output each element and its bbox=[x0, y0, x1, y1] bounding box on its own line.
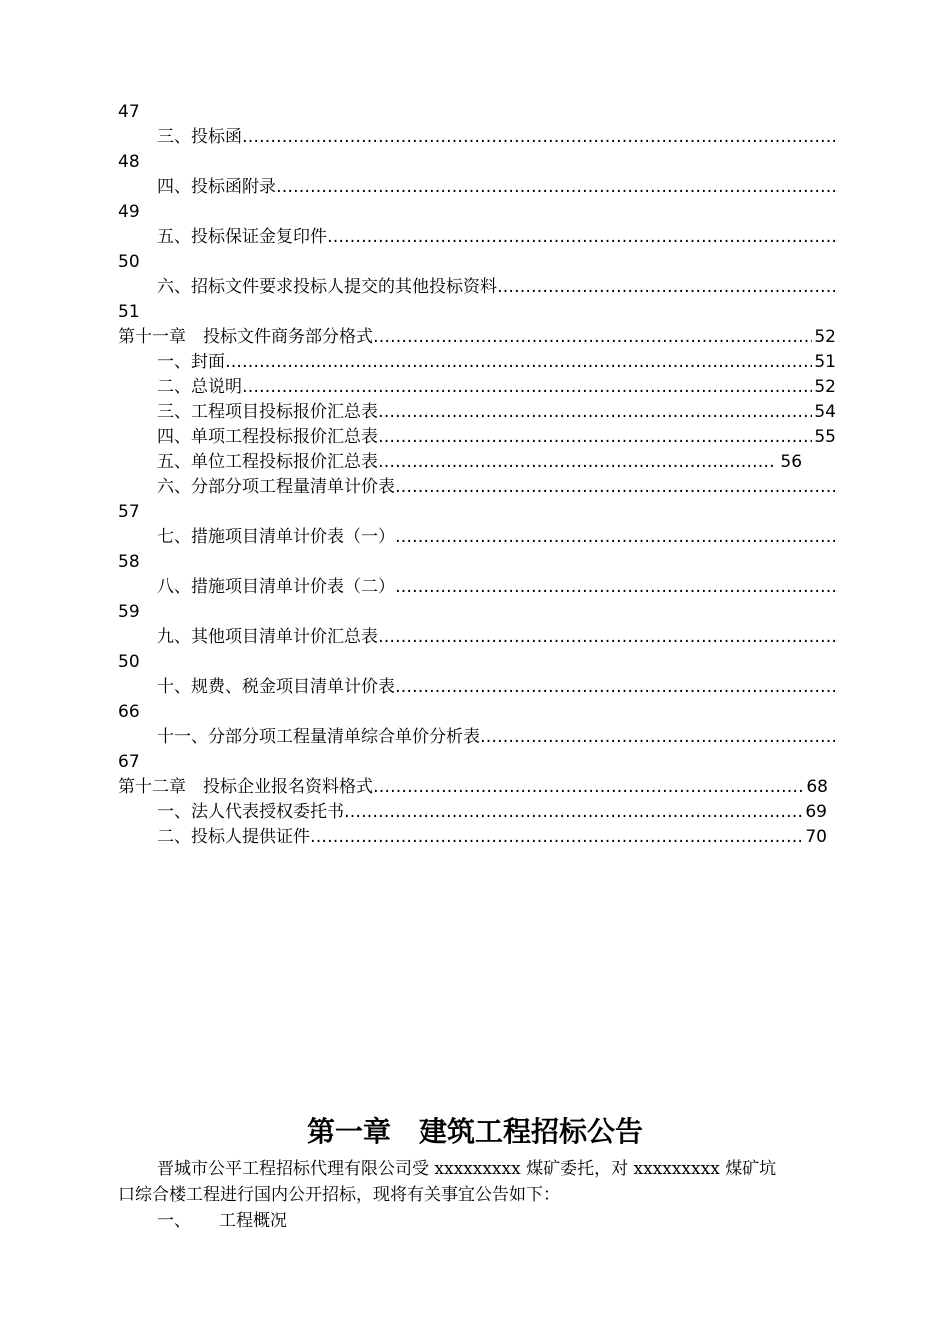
toc-page-number: 51 bbox=[118, 302, 140, 322]
toc-leader bbox=[395, 525, 839, 549]
toc-page-number: 59 bbox=[118, 602, 140, 622]
toc-entry-title: 三、投标函 bbox=[157, 127, 242, 147]
toc-page-number: 55 bbox=[814, 427, 836, 447]
toc-leader bbox=[378, 400, 812, 424]
toc-leader bbox=[310, 825, 803, 849]
toc-page-number: 54 bbox=[814, 402, 836, 422]
toc-entry[interactable] bbox=[157, 800, 827, 824]
toc-entry[interactable] bbox=[157, 525, 839, 549]
toc-leader bbox=[378, 625, 839, 649]
toc-entry-title: 二、投标人提供证件 bbox=[157, 827, 310, 847]
toc-page-number: 69 bbox=[805, 802, 827, 822]
toc-leader bbox=[373, 775, 804, 799]
toc-page-number: 51 bbox=[814, 352, 836, 372]
toc-chapter-title: 第十一章 投标文件商务部分格式 bbox=[118, 327, 373, 347]
toc-entry[interactable] bbox=[157, 275, 839, 299]
toc-entry[interactable] bbox=[157, 425, 836, 449]
toc-entry[interactable] bbox=[157, 175, 839, 199]
toc-entry-title: 二、总说明 bbox=[157, 377, 242, 397]
toc-leader bbox=[242, 375, 812, 399]
toc-leader bbox=[373, 325, 812, 349]
toc-entry-title: 十一、分部分项工程量清单综合单价分析表 bbox=[157, 727, 480, 747]
toc-entry-title: 三、工程项目投标报价汇总表 bbox=[157, 402, 378, 422]
toc-entry-title: 十、规费、税金项目清单计价表 bbox=[157, 677, 395, 697]
section-number: 一、 bbox=[157, 1211, 191, 1231]
toc-page-number: 67 bbox=[118, 752, 140, 772]
toc-page-number: 70 bbox=[805, 827, 827, 847]
toc-entry-title: 一、法人代表授权委托书 bbox=[157, 802, 344, 822]
toc-leader bbox=[395, 675, 839, 699]
toc-leader bbox=[395, 475, 839, 499]
toc-leader bbox=[480, 725, 839, 749]
chapter-heading: 第一章 建筑工程招标公告 bbox=[306, 1115, 643, 1148]
toc-entry-title: 七、措施项目清单计价表（一） bbox=[157, 527, 395, 547]
toc-page-number: 50 bbox=[118, 652, 140, 672]
toc-entry-title: 九、其他项目清单计价汇总表 bbox=[157, 627, 378, 647]
toc-entry[interactable] bbox=[157, 350, 836, 374]
toc-page-number: 66 bbox=[118, 702, 140, 722]
paragraph-line: 晋城市公平工程招标代理有限公司受 xxxxxxxxx 煤矿委托，对 xxxxxxxxx 煤矿坑 bbox=[157, 1159, 777, 1179]
toc-page-number: 48 bbox=[118, 152, 140, 172]
toc-page-number: 58 bbox=[118, 552, 140, 572]
toc-chapter-entry[interactable] bbox=[118, 775, 828, 799]
toc-page-number: 52 bbox=[814, 327, 836, 347]
toc-entry[interactable] bbox=[157, 375, 836, 399]
toc-page-number: 50 bbox=[118, 252, 140, 272]
toc-entry-title: 四、投标函附录 bbox=[157, 177, 276, 197]
toc-leader bbox=[378, 425, 812, 449]
toc-leader bbox=[276, 175, 839, 199]
toc-page-number: 52 bbox=[814, 377, 836, 397]
toc-entry-title: 一、封面 bbox=[157, 352, 225, 372]
toc-entry-title: 五、投标保证金复印件 bbox=[157, 227, 327, 247]
toc-page-number: 49 bbox=[118, 202, 140, 222]
toc-leader bbox=[395, 575, 839, 599]
toc-entry[interactable] bbox=[157, 125, 839, 149]
toc-leader bbox=[225, 350, 812, 374]
toc-leader bbox=[327, 225, 839, 249]
toc-entry[interactable] bbox=[157, 475, 839, 499]
toc-entry[interactable] bbox=[157, 225, 839, 249]
toc-entry-title: 八、措施项目清单计价表（二） bbox=[157, 577, 395, 597]
toc-entry[interactable] bbox=[157, 450, 836, 474]
toc-entry[interactable] bbox=[157, 400, 836, 424]
toc-chapter-title: 第十二章 投标企业报名资料格式 bbox=[118, 777, 373, 797]
toc-page-number: 56 bbox=[775, 452, 803, 472]
toc-leader bbox=[378, 450, 773, 474]
toc-entry-title: 六、招标文件要求投标人提交的其他投标资料 bbox=[157, 277, 497, 297]
toc-page-number: 47 bbox=[118, 102, 140, 122]
toc-page-number: 57 bbox=[118, 502, 140, 522]
toc-chapter-entry[interactable] bbox=[118, 325, 836, 349]
toc-entry-title: 五、单位工程投标报价汇总表 bbox=[157, 452, 378, 472]
toc-leader bbox=[242, 125, 839, 149]
toc-entry[interactable] bbox=[157, 825, 827, 849]
toc-entry[interactable] bbox=[157, 725, 839, 749]
toc-entry[interactable] bbox=[157, 575, 839, 599]
toc-entry-title: 四、单项工程投标报价汇总表 bbox=[157, 427, 378, 447]
toc-entry[interactable] bbox=[157, 675, 839, 699]
toc-entry[interactable] bbox=[157, 625, 839, 649]
section-title: 工程概况 bbox=[219, 1211, 287, 1231]
toc-entry-title: 六、分部分项工程量清单计价表 bbox=[157, 477, 395, 497]
paragraph-line: 口综合楼工程进行国内公开招标，现将有关事宜公告如下： bbox=[118, 1185, 560, 1205]
toc-leader bbox=[497, 275, 839, 299]
toc-page-number: 68 bbox=[806, 777, 828, 797]
toc-leader bbox=[344, 800, 803, 824]
